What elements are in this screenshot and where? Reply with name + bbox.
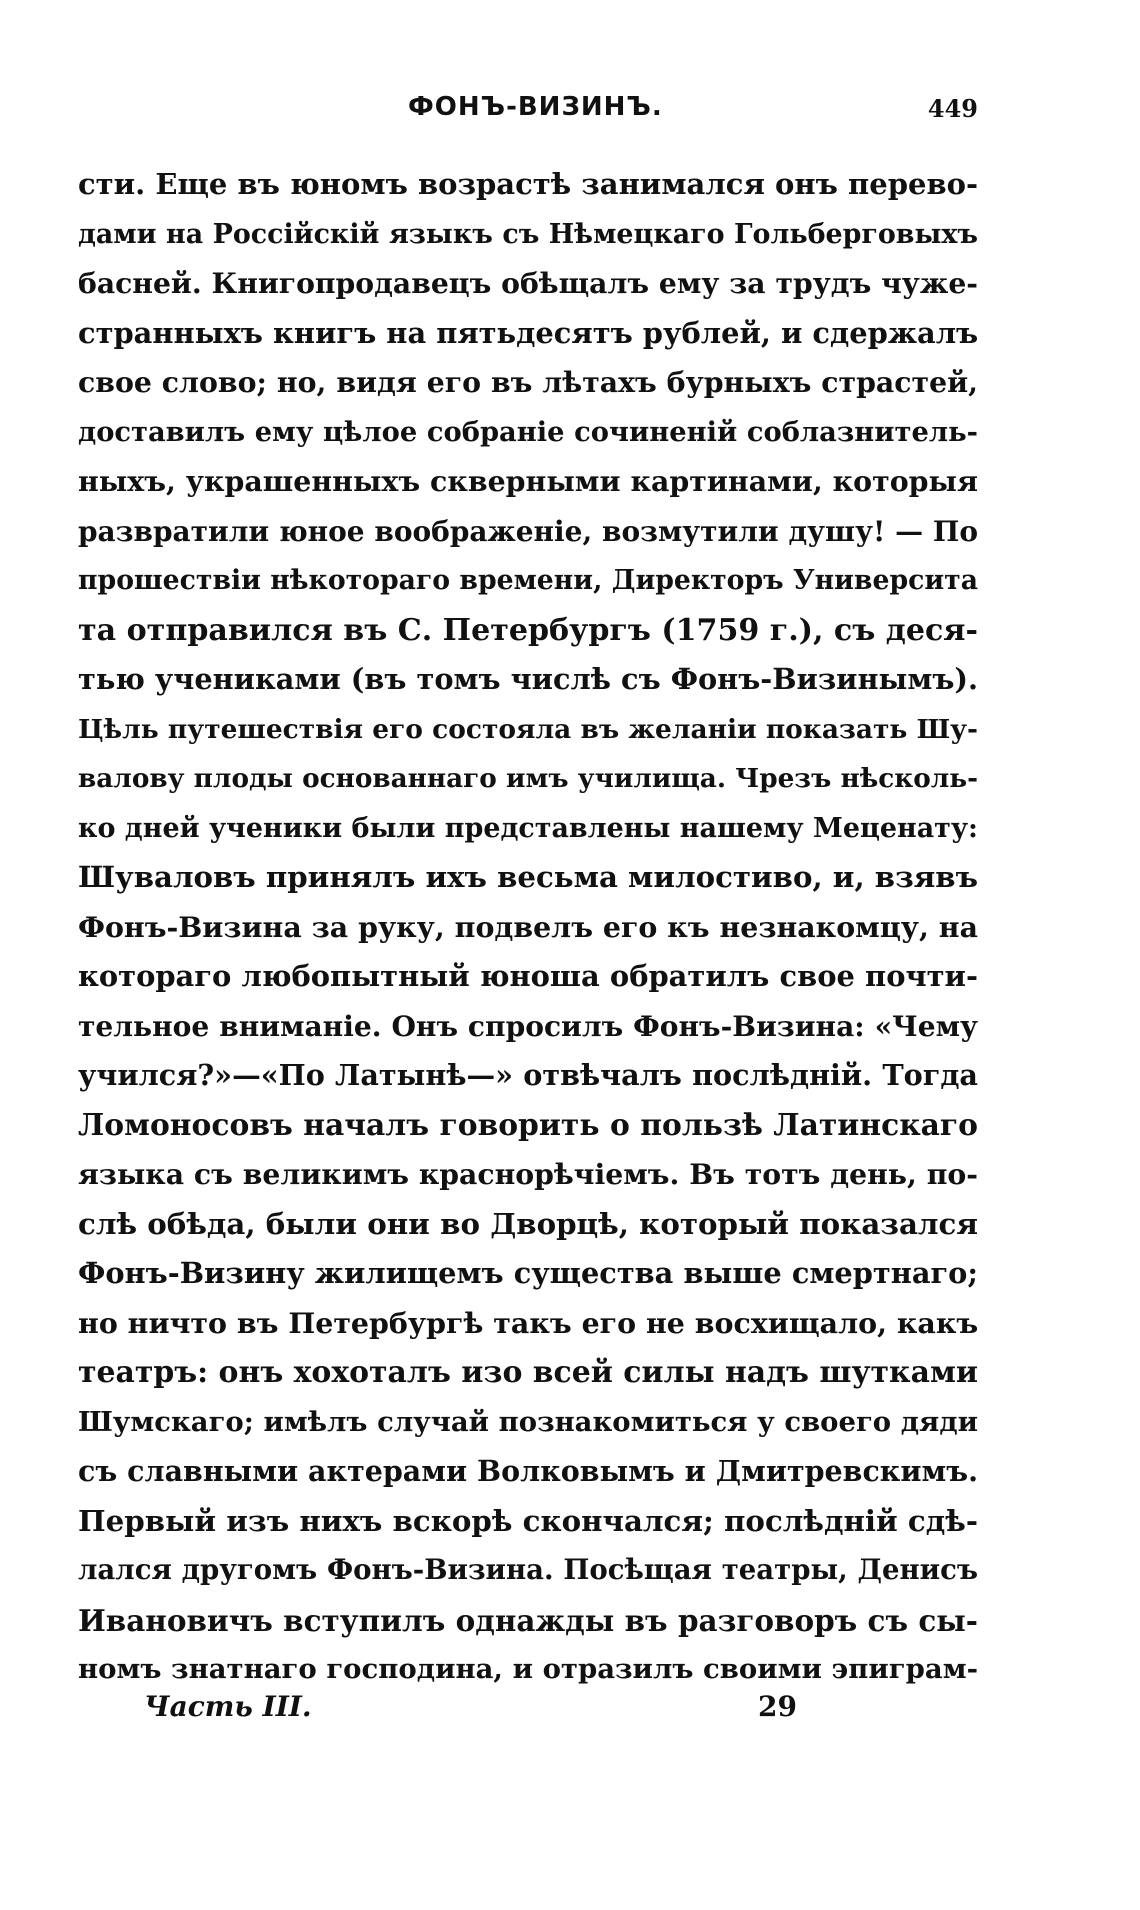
text-line: учился?»—«По Латынѣ—» отвѣчалъ послѣдній. Тогда <box>78 1058 978 1092</box>
text-line: тью учениками (въ томъ числѣ съ Фонъ-Визинымъ). <box>78 662 978 696</box>
signature-mark: Часть III. <box>144 1690 312 1723</box>
text-line: прошествіи нѣкотораго времени, Директоръ Университа <box>78 565 978 596</box>
text-line: Ивановичъ вступилъ однажды въ разговоръ съ сы- <box>78 1602 978 1638</box>
text-line: свое слово; но, видя его въ лѣтахъ бурныхъ страстей, <box>78 365 978 399</box>
text-line: та отправился въ С. Петербургъ (1759 г.), съ деся- <box>78 612 978 648</box>
page-footer <box>78 1690 978 1730</box>
text-line: доставилъ ему цѣлое собраніе сочиненій соблазнитель- <box>78 415 978 448</box>
text-line: Цѣль путешествія его состояла въ желаніи показать Шу- <box>78 713 978 745</box>
text-line: тельное вниманіе. Онъ спросилъ Фонъ-Визина: «Чему <box>78 1009 978 1043</box>
page-number: 449 <box>927 94 978 123</box>
text-line: театръ: онъ хохоталъ изо всей силы надъ шутками <box>78 1355 979 1390</box>
text-line: слѣ обѣда, были они во Дворцѣ, который показался <box>78 1206 978 1241</box>
text-line: но ничто въ Петербургѣ такъ его не восхищало, какъ <box>78 1305 979 1340</box>
text-line: ко дней ученики были представлены нашему Меценату: <box>78 812 978 844</box>
text-line: Фонъ-Визину жилищемъ существа выше смертнаго; <box>78 1256 978 1290</box>
text-line: развратили юное воображеніе, возмутили душу! — По <box>78 514 978 548</box>
running-head <box>78 92 978 132</box>
text-line: басней. Книгопродавецъ обѣщалъ ему за трудъ чуже- <box>78 266 978 300</box>
text-line: Первый изъ нихъ вскорѣ скончался; послѣдній сдѣ- <box>78 1503 978 1538</box>
text-line: Шуваловъ принялъ ихъ весьма милостиво, и, взявъ <box>78 860 978 894</box>
text-line: валову плоды основаннаго имъ училища. Чрезъ нѣсколь- <box>78 763 978 794</box>
text-line: Ломоносовъ началъ говорить о пользѣ Латинскаго <box>78 1107 978 1143</box>
text-line: странныхъ книгъ на пятьдесятъ рублей, и сдержалъ <box>78 315 979 350</box>
text-line: языка съ великимъ краснорѣчіемъ. Въ тотъ день, по- <box>78 1157 978 1191</box>
text-line: номъ знатнаго господина, и отразилъ своими эпиграм- <box>78 1653 978 1685</box>
text-line: лался другомъ Фонъ-Визина. Посѣщая театры, Денисъ <box>78 1554 978 1586</box>
text-line: котораго любопытный юноша обратилъ свое почти- <box>78 959 978 993</box>
text-line: сти. Еще въ юномъ возрастѣ занимался онъ перево- <box>78 167 978 201</box>
body-text <box>78 160 978 1695</box>
text-line: съ славными актерами Волковымъ и Дмитревскимъ. <box>78 1454 978 1488</box>
text-line: Шумскаго; имѣлъ случай познакомиться у своего дяди <box>78 1405 978 1438</box>
sheet-number: 29 <box>758 1690 797 1723</box>
text-line: Фонъ-Визина за руку, подвелъ его къ незнакомцу, на <box>78 909 978 944</box>
text-line: дами на Россійскій языкъ съ Нѣмецкаго Гольберговыхъ <box>78 218 978 250</box>
text-line: ныхъ, украшенныхъ скверными картинами, которыя <box>78 464 978 498</box>
running-title: ФОНЪ-ВИЗИНЪ. <box>408 92 663 122</box>
